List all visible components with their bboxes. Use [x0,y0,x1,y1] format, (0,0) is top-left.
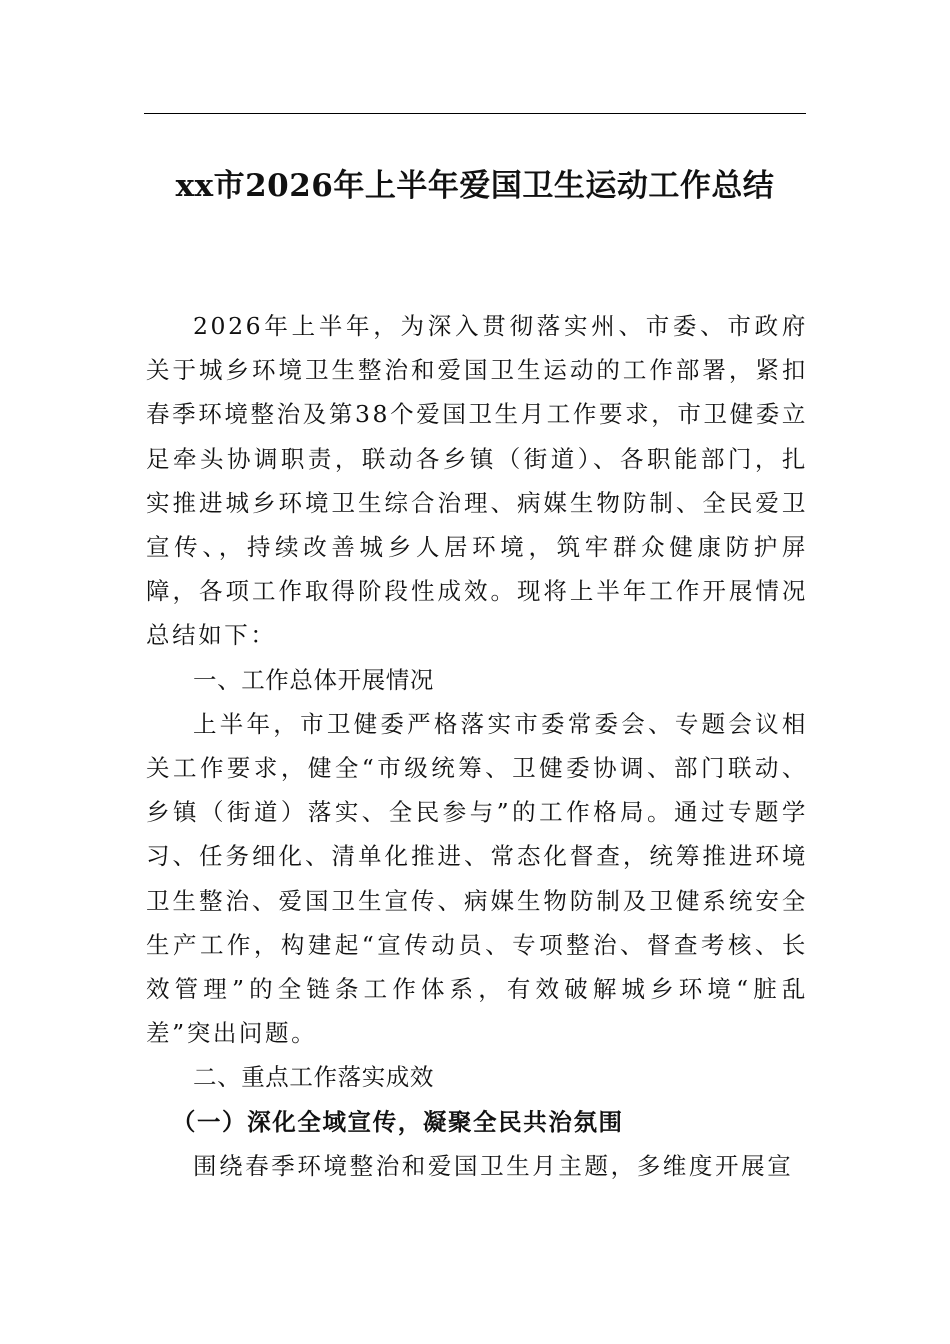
document-title: xx市2026年上半年爱国卫生运动工作总结 [175,168,775,204]
document-body [146,304,808,1188]
section-heading-1: 一、工作总体开展情况 [193,665,434,694]
subsection-heading-1: （一）深化全域宣传，凝聚全民共治氛围 [171,1107,624,1136]
header-rule [144,113,806,114]
section-1-paragraph: 上半年，市卫健委严格落实市委常委会、专题会议相关工作要求，健全“市级统筹、卫健委协调、部门联动、乡镇（街道）落实、全民参与”的工作格局。通过专题学习、任务细化、清单化推进、常态化督查，统筹推进环境卫生整治、爱国卫生宣传、病媒生物防制及卫健系统安全生产工作，构建起“宣传动员、专项整治、督查考核、长效管理”的全链条工作体系，有效破解城乡环境“脏乱差”突出问题。 [146,709,808,1048]
intro-paragraph: 2026年上半年，为深入贯彻落实州、市委、市政府关于城乡环境卫生整治和爱国卫生运动的工作部署，紧扣春季环境整治及第38个爱国卫生月工作要求，市卫健委立足牵头协调职责，联动各乡镇（街道）、各职能部门，扎实推进城乡环境卫生综合治理、病媒生物防制、全民爱卫宣传、，持续改善城乡人居环境，筑牢群众健康防护屏障，各项工作取得阶段性成效。现将上半年工作开展情况总结如下： [146,312,808,650]
section-heading-2: 二、重点工作落实成效 [193,1063,434,1092]
subsection-1-paragraph: 围绕春季环境整治和爱国卫生月主题，多维度开展宣 [193,1151,794,1180]
